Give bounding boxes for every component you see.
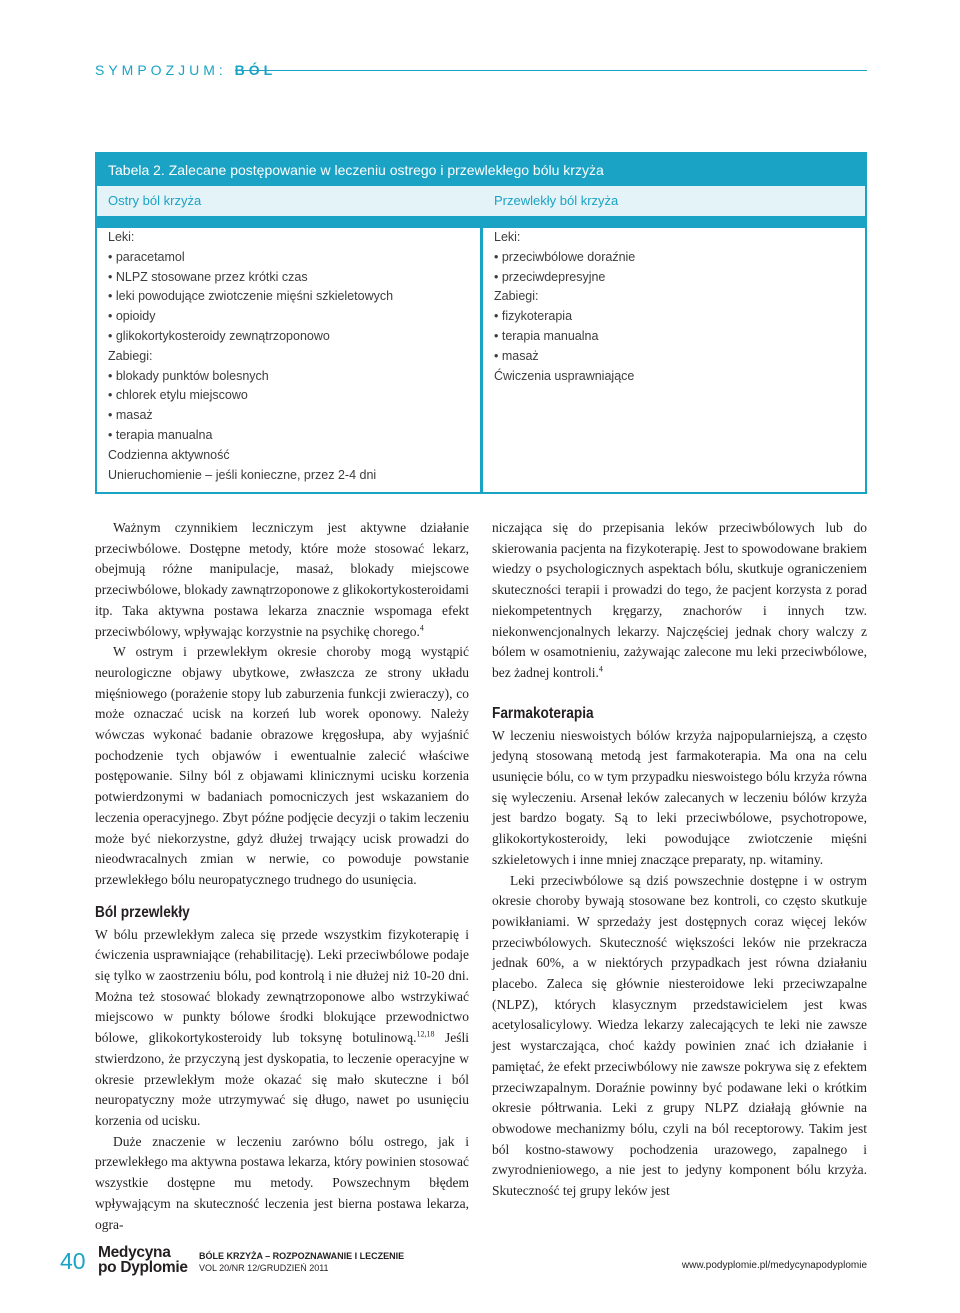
table-cell-item: Leki: [494,230,521,244]
table-column-acute [108,228,468,485]
paragraph: W leczeniu nieswoistych bólów krzyża najpopularniejszą, a często jedyną stosowaną metodą jest farmakoterapia. Ma ona na celu usunięcie bólu, co w tym przypadku nieswoistego bólu krzyża równa się wyleczeniu. Arsenał leków zalecanych w leczeniu bólów krzyża jest bardzo bogaty. Są to leki przeciwbólowe, psychotropowe, glikokortykosteroidy, leki powodujące zwiotczenie mięśni szkieletowych i inne mniej znaczące preparaty, np. witaminy. [492,727,867,867]
table-cell-item: • leki powodujące zwiotczenie mięśni szkieletowych [108,289,394,304]
section-title: BÓLE KRZYŻA – ROZPOZNAWANIE I LECZENIE [199,1251,405,1261]
table-cell-item: • chlorek etylu miejscowo [108,388,248,403]
section-label-strong: BÓL [234,62,277,78]
table-cell-item: Codzienna aktywność [108,447,230,462]
table-cell-item: • glikokortykosteroidy zewnątrzoponowo [108,328,330,343]
paragraph: Ważnym czynnikiem leczniczym jest aktywne działanie przeciwbólowe. Dostępne metody, które może stosować lekarz, obejmują różne manipulacje, masaż, blokady miejscowe przeciwbólowe, blokady zawnątrzoponowe z glikokortykosteroidami itp. Taka aktywna postawa lekarza znacznie wspomaga efekt przeciwbólowy, wpływając korzystnie na psychikę chorego.$^4$ [95,520,469,639]
article-column-right [492,518,867,1202]
section-label: SYMPOZJUM: BÓL [95,62,277,78]
page-footer [0,1240,960,1290]
table-cell-item: • NLPZ stosowane przez krótki czas [108,269,308,284]
table-cell-item: • paracetamol [108,249,185,264]
table-cell-item: • terapia manualna [494,328,599,343]
table-cell-item: • terapia manualna [108,427,213,442]
paragraph: W bólu przewlekłym zaleca się przede wszystkim fizykoterapię i ćwiczenia usprawniające (rehabilitację). Leki przeciwbólowe podaje się tylko w zaostrzeniu bólu, pod kontrolą i nie dłużej niż 10-20 dni. Można też stosować blokady zewnątrzoponowe albo wstrzykiwać miejscowo w punkty bólowe środki blokujące przewodnictwo bólowe, glikokortykosteroidy lub toksynę botulinową.$^{12,18}$ Jeśli stwierdzono, że przyczyną jest dyskopatia, to leczenie operacyjne w okresie przewlekłym może okazać się mało skuteczne i ból neuropatyczny może utrzymywać się długo, nawet po usunięciu korzenia od ucisku. [95,926,469,1128]
table-column-chronic [494,228,854,386]
table-title: Tabela 2. Zalecane postępowanie w leczeniu ostrego i przewlekłego bólu krzyża [97,154,865,186]
table-cell-item: • blokady punktów bolesnych [108,368,269,383]
heading-pharmacotherapy: Farmakoterapia [492,704,594,722]
table-header-acute: Ostry ból krzyża [108,193,202,208]
table-cell-item: • opioidy [108,309,156,324]
table-column-divider [480,216,483,492]
paragraph: Duże znaczenie w leczeniu zarówno bólu ostrego, jak i przewlekłego ma aktywna postawa lekarza, który powinien stosować wszystkie dostępne mu metody. Powszechnym błędem wpływającym na skuteczność leczenia jest bierna postawa lekarza, ogra- [95,1133,469,1232]
table-column-headers [97,186,865,216]
recommendations-table [95,152,867,494]
reference: 4 [598,664,603,674]
table-cell-item: • masaż [108,408,153,423]
journal-logo: Medycyna po Dyplomie [98,1244,188,1276]
header-rule [235,70,867,71]
journal-url-link[interactable]: www.podyplomie.pl/medycynapodyplomie [681,1260,867,1271]
table-header-chronic: Przewlekły ból krzyża [494,193,619,208]
table-cell-item: • przeciwdepresyjne [494,269,606,284]
heading-chronic-pain: Ból przewlekły [95,903,190,921]
paragraph: W ostrym i przewlekłym okresie choroby mogą wystąpić neurologiczne objawy ubytkowe, zwłaszcza ze strony układu mięśniowego (porażenie stopy lub zaburzenia funkcji zwieraczy), co może oznaczać ucisk na korzeń lub worek oponowy. Należy wówczas wykonać badanie obrazowe kręgosłupa, aby wyjaśnić pochodzenie tych objawów i ewentualnie zalecić właściwe postępowanie. Silny ból z objawami klinicznymi ucisku korzenia potwierdzonymi w badaniach pomocniczych jest wskazaniem do leczenia operacyjnego. Zbyt późne podjęcie decyzji o takim leczeniu może być niekorzystne, gdyż dłużej trwający ucisk prowadzi do nieodwracalnych zmian w nerwie, co powoduje powstanie przewlekłego bólu neuropatycznego trudnego do usunięcia. [95,644,469,887]
table-cell-item: Ćwiczenia usprawniające [494,368,635,383]
article-column-left [95,518,469,1235]
table-cell-item: Leki: [108,230,135,244]
table-cell-item: • fizykoterapia [494,309,573,324]
table-cell-item: • masaż [494,348,539,363]
issue-info [199,1250,404,1274]
paragraph: Leki przeciwbólowe są dziś powszechnie dostępne i w ostrym okresie choroby bywają stosowane bez kontroli, co często skutkuje powikłaniami. W sprzedaży jest dostępnych coraz więcej leków przeciwbólowych. Skuteczność większości leków nie przekracza jednak 60%, a w niektórych przypadkach jest równa działaniu placebo. Zaleca się głównie niesteroidowe leki przeciwzapalne (NLPZ), których klasycznym przedstawicielem jest kwas acetylosalicylowy. Wiedza lekarzy zalecających te leki nie zawsze jest wystarczająca, choć każdy powinien znać ich działanie i pamiętać, że efekt przeciwbólowy nie zawsze pokrywa się z efektem przeciwzapalnym. Doraźnie powinny być podawane leki o krótkim okresie półtrwania. Leki z grupy NLPZ działają głównie na obwodowe mechanizmy bólu, czyli na ból receptorowy. Takim jest ból kostno-stawowy pochodzenia urazowego, zapalnego i zwyrodnieniowego, a nie jest to jedyny komponent bólu krzyża. Skuteczność tej grupy leków jest [492,872,867,1199]
reference: 12,18 [416,1029,435,1039]
table-cell-item: • przeciwbólowe doraźnie [494,249,636,264]
page-number: 40 [60,1248,86,1274]
table-cell-item: Zabiegi: [108,348,153,363]
paragraph: niczająca się do przepisania leków przeciwbólowych lub do skierowania pacjenta na fizykoterapię. Jest to spowodowane brakiem wiedzy o psychologicznych aspektach bólu, skutkuje ograniczeniem skuteczności terapii i prowadzi do tego, że pacjent korzysta z porad niekompetentnych kręgarzy, znachorów i innych tzw. niekonwencjonalnych lekarzy. Najczęściej jednak chory walczy z bólem w osamotnieniu, zażywając zalecone mu leki przeciwbólowe, bez żadnej kontroli.$^4$ [492,520,867,680]
issue-number: VOL 20/NR 12/GRUDZIEŃ 2011 [199,1263,329,1273]
table-cell-item: Zabiegi: [494,289,539,304]
table-cell-item: Unieruchomienie – jeśli konieczne, przez 2-4 dni [108,467,377,482]
section-header [95,62,867,82]
reference: 4 [419,623,424,633]
